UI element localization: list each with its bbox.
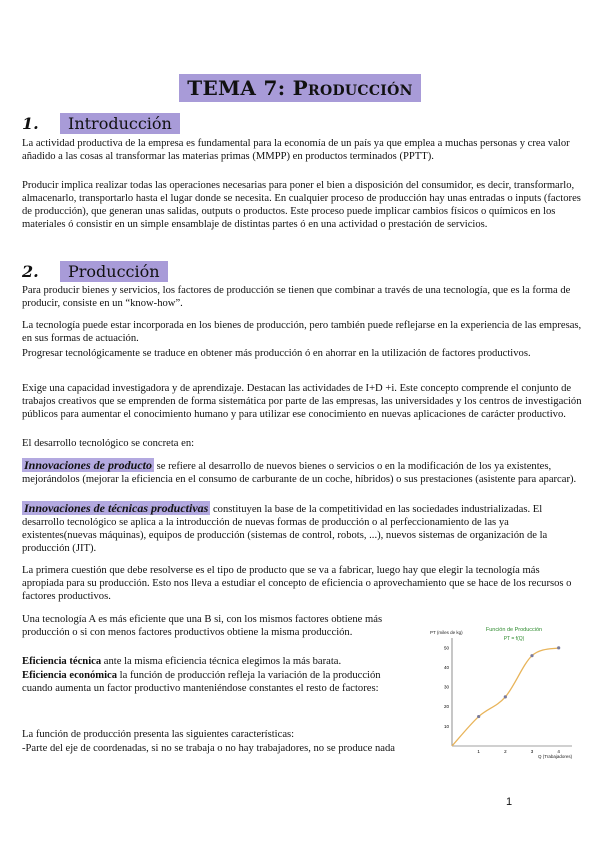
x-tick-label: 2	[504, 749, 507, 754]
innovaciones-producto-text: se refiere al desarrollo de nuevos bienes o servicios o en la modificación de los ya existentes, mejorándolos (mejorar la eficiencia en el consumo de carburante de un coche, híbridos) o sus prestaciones (asistente para aparcar).	[22, 461, 577, 485]
keyword-innovaciones-tecnicas: Innovaciones de técnicas productivas	[24, 501, 209, 515]
section-number: 1.	[22, 114, 39, 133]
data-point	[504, 695, 507, 698]
prod-paragraph-9: Una tecnología A es más eficiente que una B si, con los mismos factores obtiene más producción o si con menos factores productivos obtiene la misma producción.	[22, 614, 383, 638]
prod-paragraph-1: Para producir bienes y servicios, los factores de producción se tienen que combinar a través de una tecnología, que es la forma de producir, consiste en un “know-how”.	[22, 285, 571, 309]
chart-y-label: PT (miles de kg)	[430, 630, 463, 635]
prod-paragraph-13: -Parte del eje de coordenadas, si no se trabaja o no hay trabajadores, no se produce nada	[22, 743, 395, 754]
eficiencia-economica-paragraph	[22, 670, 402, 696]
chart-x-label: Q (Trabajadores)	[538, 754, 573, 759]
intro-paragraph-1: La actividad productiva de la empresa es fundamental para la economía de un país ya que emplea a muchas personas y crea valor añadido a las cosas al transformar las materias primas (MMPP) en productos terminados (PPTT).	[22, 138, 570, 162]
data-point	[557, 646, 560, 649]
section-number: 2.	[22, 262, 39, 281]
y-tick-label: 20	[443, 704, 449, 710]
innovaciones-producto-paragraph	[22, 459, 582, 487]
page-number: 1	[506, 796, 513, 808]
y-tick-label: 50	[443, 645, 449, 651]
innovaciones-tecnicas-paragraph	[22, 502, 582, 556]
data-point	[477, 715, 480, 718]
x-tick-label: 4	[557, 749, 560, 754]
eficiencia-tecnica-paragraph	[22, 656, 402, 669]
prod-paragraph-2: La tecnología puede estar incorporada en los bienes de producción, pero también puede reflejarse en la experiencia de las empresas, en sus formas de actuación.	[22, 320, 582, 344]
innovaciones-tecnicas-text: constituyen la base de la competitividad en las sociedades industrializadas. El desarrollo tecnológico se aplica a la introducción de nuevas formas de producción o al perfeccionamiento de las ya existentes(nuevas máquinas), equipos de producción (sistemas de control, robots, ...), nuevos sistemas de organización de la producción (JIT).	[22, 504, 548, 554]
prod-paragraph-12: La función de producción presenta las siguientes características:	[22, 729, 295, 740]
y-tick-label: 40	[443, 664, 449, 670]
page-title: TEMA 7: Producción	[179, 74, 420, 102]
section-label: Producción	[60, 261, 168, 282]
eficiencia-tecnica-text: ante la misma eficiencia técnica elegimos la más barata.	[101, 656, 342, 667]
data-point	[530, 654, 533, 657]
chart-title: Función de Producción	[485, 627, 543, 633]
prod-paragraph-4: Exige una capacidad investigadora y de aprendizaje. Destacan las actividades de I+D +i. Este concepto comprende el conjunto de trabajos creativos que se emprenden de forma sistemática por parte de las empresas, las universidades y los centros de investigación públicos para aumentar el conocimiento humano y para utilizar ese conocimiento en nuevas aplicaciones de carácter productivo.	[22, 383, 582, 420]
production-function-chart	[428, 622, 578, 762]
x-tick-label: 1	[477, 749, 480, 754]
x-tick-label: 3	[530, 749, 534, 754]
y-tick-label: 10	[443, 723, 449, 729]
section-heading-introduccion	[22, 114, 180, 133]
prod-paragraph-3: Progresar tecnológicamente se traduce en obtener más producción ó en ahorrar en la utilización de factores productivos.	[22, 348, 531, 359]
keyword-innovaciones-producto: Innovaciones de producto	[24, 458, 153, 472]
intro-paragraph-2: Producir implica realizar todas las operaciones necesarias para poner el bien a disposición del consumidor, es decir, transformarlo, almacenarlo, transportarlo hasta el lugar donde se necesita. En cualquier proceso de producción hay unas entradas o inputs (factores de producción), que generan unas salidas, outputs o productos. Este proceso puede implicar cambios físicos o químicos en los materiales ó consistir en un simple ensamblaje de distintas partes ó en una actividad o prestación de servicios.	[22, 180, 581, 230]
y-tick-label: 30	[443, 684, 449, 690]
section-heading-produccion	[22, 262, 168, 281]
prod-paragraph-8: La primera cuestión que debe resolverse es el tipo de producto que se va a fabricar, luego hay que elegir la tecnología más apropiada para su producción. Esto nos lleva a estudiar el concepto de eficiencia o aprovechamiento que se hace de los recursos o factores productivos.	[22, 565, 572, 602]
prod-paragraph-5: El desarrollo tecnológico se concreta en:	[22, 438, 195, 449]
bold-eficiencia-tecnica: Eficiencia técnica	[22, 656, 102, 667]
bold-eficiencia-economica: Eficiencia económica	[22, 670, 118, 681]
chart-subtitle: PT = f(Q)	[503, 636, 525, 642]
eficiencia-economica-text: la función de producción refleja la variación de la producción cuando aumenta un factor productivo manteniéndose constantes el resto de factores:	[22, 670, 381, 694]
section-label: Introducción	[60, 113, 180, 134]
